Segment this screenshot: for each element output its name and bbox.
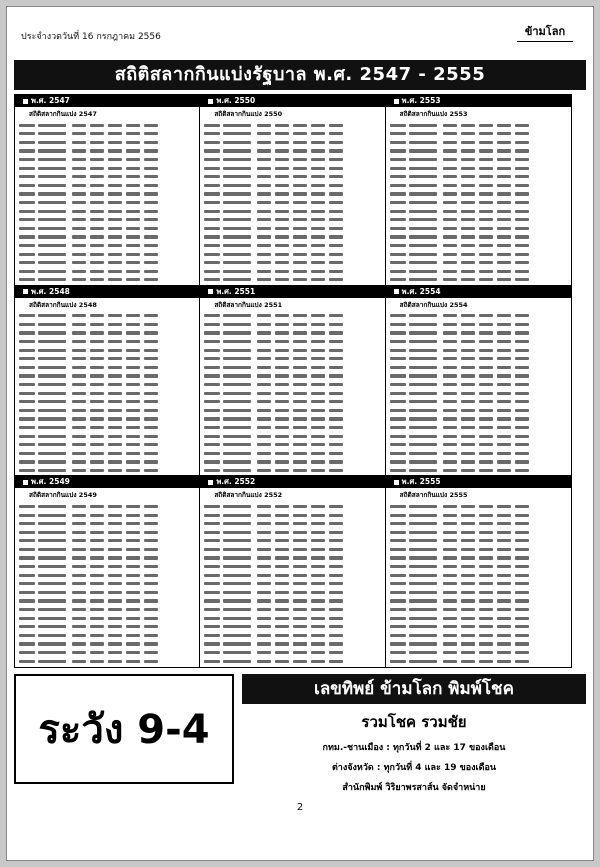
results-row: [204, 605, 380, 614]
results-row: [204, 363, 380, 372]
results-row: [390, 138, 567, 147]
results-row: [204, 502, 380, 511]
results-rows: [15, 501, 199, 667]
bottom-section: [14, 674, 586, 793]
results-row: [204, 130, 380, 139]
year-subtitle: สถิติสลากกินแบ่ง 2555: [399, 491, 468, 500]
results-row: [204, 537, 380, 546]
results-row: [204, 207, 380, 216]
results-row: [204, 406, 380, 415]
year-header: [15, 476, 199, 488]
results-row: [204, 198, 380, 207]
results-rows: [200, 120, 384, 286]
results-row: [390, 520, 567, 529]
results-row: [204, 415, 380, 424]
results-row: [390, 545, 567, 554]
results-row: [19, 588, 195, 597]
results-row: [390, 164, 567, 173]
results-row: [390, 312, 567, 321]
results-row: [390, 502, 567, 511]
results-rows: [386, 120, 571, 286]
year-label: พ.ศ. 2547: [31, 96, 70, 105]
results-row: [19, 528, 195, 537]
year-subtitle: สถิติสลากกินแบ่ง 2551: [214, 300, 283, 309]
results-row: [19, 648, 195, 657]
results-row: [390, 657, 567, 666]
results-row: [204, 259, 380, 268]
results-row: [204, 173, 380, 182]
results-row: [204, 528, 380, 537]
results-row: [390, 441, 567, 450]
results-row: [19, 190, 195, 199]
results-row: [390, 155, 567, 164]
results-row: [204, 233, 380, 242]
results-row: [19, 623, 195, 632]
results-row: [390, 337, 567, 346]
results-row: [19, 666, 195, 667]
year-panel: [15, 476, 200, 667]
results-row: [390, 415, 567, 424]
results-row: [204, 657, 380, 666]
results-row: [204, 571, 380, 580]
results-row: [204, 623, 380, 632]
promo-bangkok-schedule: กทม.-ชานเมือง : ทุกวันที่ 2 และ 17 ของเดือน: [322, 743, 506, 753]
promo-province-schedule: ต่างจังหวัด : ทุกวันที่ 4 และ 19 ของเดือน: [331, 763, 497, 773]
results-row: [204, 346, 380, 355]
square-bullet-icon: [394, 99, 399, 104]
results-row: [19, 267, 195, 276]
results-row: [390, 259, 567, 268]
year-label: พ.ศ. 2553: [401, 96, 441, 105]
year-subtitle: สถิติสลากกินแบ่ง 2552: [214, 491, 283, 500]
results-row: [204, 147, 380, 156]
publication-logo: ข้ามโลก: [517, 23, 573, 42]
results-row: [19, 380, 195, 389]
year-panel: [200, 286, 385, 477]
square-bullet-icon: [23, 480, 28, 485]
results-row: [390, 666, 567, 667]
results-row: [19, 207, 195, 216]
year-header: [15, 95, 199, 107]
results-row: [19, 545, 195, 554]
page-title-banner: สถิติสลากกินแบ่งรัฐบาล พ.ศ. 2547 - 2555: [14, 60, 586, 90]
results-row: [204, 562, 380, 571]
results-row: [390, 216, 567, 225]
results-row: [19, 398, 195, 407]
results-row: [19, 640, 195, 649]
year-subtitle: สถิติสลากกินแบ่ง 2547: [29, 110, 97, 118]
results-row: [204, 554, 380, 563]
year-header: [386, 95, 571, 107]
results-row: [204, 224, 380, 233]
results-row: [19, 520, 195, 529]
results-row: [204, 181, 380, 190]
results-row: [204, 380, 380, 389]
results-rows: [200, 311, 384, 477]
promo-box: [242, 674, 586, 793]
results-row: [19, 346, 195, 355]
results-rows: [386, 501, 571, 667]
results-row: [390, 580, 567, 589]
results-row: [19, 216, 195, 225]
results-row: [204, 640, 380, 649]
results-row: [390, 241, 567, 250]
promo-publisher: สำนักพิมพ์ วิริยาพรสาส์น จัดจำหน่าย: [342, 783, 486, 793]
results-row: [390, 571, 567, 580]
results-row: [390, 198, 567, 207]
results-row: [390, 597, 567, 606]
results-row: [19, 155, 195, 164]
results-row: [390, 528, 567, 537]
results-row: [390, 207, 567, 216]
results-row: [390, 372, 567, 381]
results-row: [390, 640, 567, 649]
results-row: [390, 554, 567, 563]
results-row: [19, 276, 195, 285]
year-subtitle: สถิติสลากกินแบ่ง 2548: [29, 300, 97, 309]
results-row: [204, 267, 380, 276]
results-row: [19, 571, 195, 580]
results-row: [390, 346, 567, 355]
results-row: [204, 355, 380, 364]
results-row: [204, 458, 380, 467]
results-row: [390, 458, 567, 467]
results-row: [19, 406, 195, 415]
results-row: [19, 173, 195, 182]
results-row: [19, 312, 195, 321]
results-row: [204, 320, 380, 329]
year-header: [200, 95, 384, 107]
results-row: [390, 130, 567, 139]
year-panel: [15, 286, 200, 477]
square-bullet-icon: [394, 289, 399, 294]
issue-date: ประจำงวดวันที่ 16 กรกฎาคม 2556: [21, 32, 161, 42]
results-row: [204, 155, 380, 164]
results-row: [19, 372, 195, 381]
results-row: [390, 389, 567, 398]
results-row: [19, 259, 195, 268]
year-panel: [15, 95, 200, 286]
results-rows: [200, 501, 384, 667]
year-label: พ.ศ. 2555: [401, 477, 441, 487]
results-row: [204, 432, 380, 441]
results-row: [19, 329, 195, 338]
year-label: พ.ศ. 2550: [216, 96, 256, 105]
results-row: [204, 588, 380, 597]
results-row: [204, 241, 380, 250]
square-bullet-icon: [208, 289, 213, 294]
year-label: พ.ศ. 2554: [401, 286, 441, 296]
results-row: [204, 121, 380, 130]
year-header: [15, 286, 199, 298]
results-row: [19, 389, 195, 398]
results-row: [204, 520, 380, 529]
results-row: [19, 337, 195, 346]
results-row: [19, 432, 195, 441]
warning-text: ระวัง 9-4: [38, 707, 210, 753]
results-row: [19, 233, 195, 242]
results-row: [19, 181, 195, 190]
results-row: [204, 337, 380, 346]
results-row: [204, 138, 380, 147]
year-panel: [386, 476, 571, 667]
results-row: [19, 537, 195, 546]
year-header: [200, 286, 384, 298]
results-row: [390, 173, 567, 182]
square-bullet-icon: [394, 480, 399, 485]
results-row: [19, 458, 195, 467]
lottery-statistics-grid: [14, 94, 572, 668]
results-rows: [15, 311, 199, 477]
results-row: [390, 320, 567, 329]
year-label: พ.ศ. 2549: [31, 477, 70, 487]
results-row: [390, 511, 567, 520]
results-row: [390, 147, 567, 156]
results-row: [390, 614, 567, 623]
square-bullet-icon: [23, 99, 28, 104]
results-row: [19, 466, 195, 475]
results-row: [204, 164, 380, 173]
results-row: [204, 545, 380, 554]
square-bullet-icon: [23, 289, 28, 294]
results-row: [204, 648, 380, 657]
results-row: [390, 181, 567, 190]
results-row: [390, 224, 567, 233]
results-row: [19, 580, 195, 589]
results-row: [19, 164, 195, 173]
year-panel: [386, 286, 571, 477]
results-row: [204, 631, 380, 640]
results-row: [19, 355, 195, 364]
year-panel: [386, 95, 571, 286]
results-row: [204, 423, 380, 432]
results-row: [19, 147, 195, 156]
results-row: [19, 631, 195, 640]
results-row: [204, 372, 380, 381]
year-panel: [200, 95, 385, 286]
results-row: [19, 320, 195, 329]
results-row: [204, 190, 380, 199]
results-row: [19, 511, 195, 520]
year-subtitle: สถิติสลากกินแบ่ง 2549: [29, 491, 97, 500]
results-row: [204, 511, 380, 520]
results-row: [390, 432, 567, 441]
results-row: [19, 224, 195, 233]
results-row: [390, 623, 567, 632]
results-row: [19, 597, 195, 606]
promo-title: เลขทิพย์ ข้ามโลก พิมพ์โชค: [242, 674, 586, 704]
results-row: [204, 329, 380, 338]
results-row: [390, 466, 567, 475]
results-rows: [386, 311, 571, 477]
results-rows: [15, 120, 199, 286]
results-row: [204, 216, 380, 225]
results-row: [204, 250, 380, 259]
year-header: [386, 476, 571, 488]
results-row: [390, 537, 567, 546]
results-row: [204, 597, 380, 606]
year-subtitle: สถิติสลากกินแบ่ง 2553: [399, 110, 468, 118]
year-header: [386, 286, 571, 298]
results-row: [204, 580, 380, 589]
results-row: [204, 666, 380, 667]
results-row: [390, 562, 567, 571]
results-row: [390, 355, 567, 364]
results-row: [19, 241, 195, 250]
warning-box: [14, 674, 234, 784]
results-row: [19, 605, 195, 614]
results-row: [390, 406, 567, 415]
results-row: [204, 466, 380, 475]
results-row: [390, 648, 567, 657]
results-row: [19, 554, 195, 563]
results-row: [204, 389, 380, 398]
year-label: พ.ศ. 2552: [216, 477, 256, 487]
square-bullet-icon: [208, 480, 213, 485]
results-row: [19, 614, 195, 623]
results-row: [19, 250, 195, 259]
year-subtitle: สถิติสลากกินแบ่ง 2550: [214, 110, 283, 118]
results-row: [390, 631, 567, 640]
results-row: [204, 449, 380, 458]
results-row: [390, 329, 567, 338]
results-row: [19, 138, 195, 147]
results-row: [390, 423, 567, 432]
page-header: [21, 23, 579, 45]
page-number: 2: [296, 802, 304, 813]
results-row: [390, 233, 567, 242]
results-row: [390, 363, 567, 372]
results-row: [19, 502, 195, 511]
results-row: [390, 190, 567, 199]
promo-subtitle: รวมโชค รวมชัย: [361, 713, 467, 731]
results-row: [390, 605, 567, 614]
results-row: [204, 312, 380, 321]
results-row: [390, 276, 567, 285]
year-header: [200, 476, 384, 488]
year-label: พ.ศ. 2551: [216, 286, 256, 296]
results-row: [390, 398, 567, 407]
results-row: [204, 398, 380, 407]
results-row: [19, 121, 195, 130]
results-row: [390, 121, 567, 130]
results-row: [19, 441, 195, 450]
results-row: [19, 657, 195, 666]
results-row: [204, 441, 380, 450]
results-row: [19, 423, 195, 432]
square-bullet-icon: [208, 99, 213, 104]
year-subtitle: สถิติสลากกินแบ่ง 2554: [399, 300, 468, 309]
results-row: [19, 198, 195, 207]
results-row: [390, 380, 567, 389]
results-row: [204, 276, 380, 285]
results-row: [19, 562, 195, 571]
year-label: พ.ศ. 2548: [31, 286, 70, 296]
results-row: [19, 363, 195, 372]
results-row: [19, 130, 195, 139]
results-row: [390, 267, 567, 276]
results-row: [390, 588, 567, 597]
results-row: [19, 415, 195, 424]
results-row: [390, 449, 567, 458]
year-panel: [200, 476, 385, 667]
results-row: [390, 250, 567, 259]
results-row: [19, 449, 195, 458]
results-row: [204, 614, 380, 623]
